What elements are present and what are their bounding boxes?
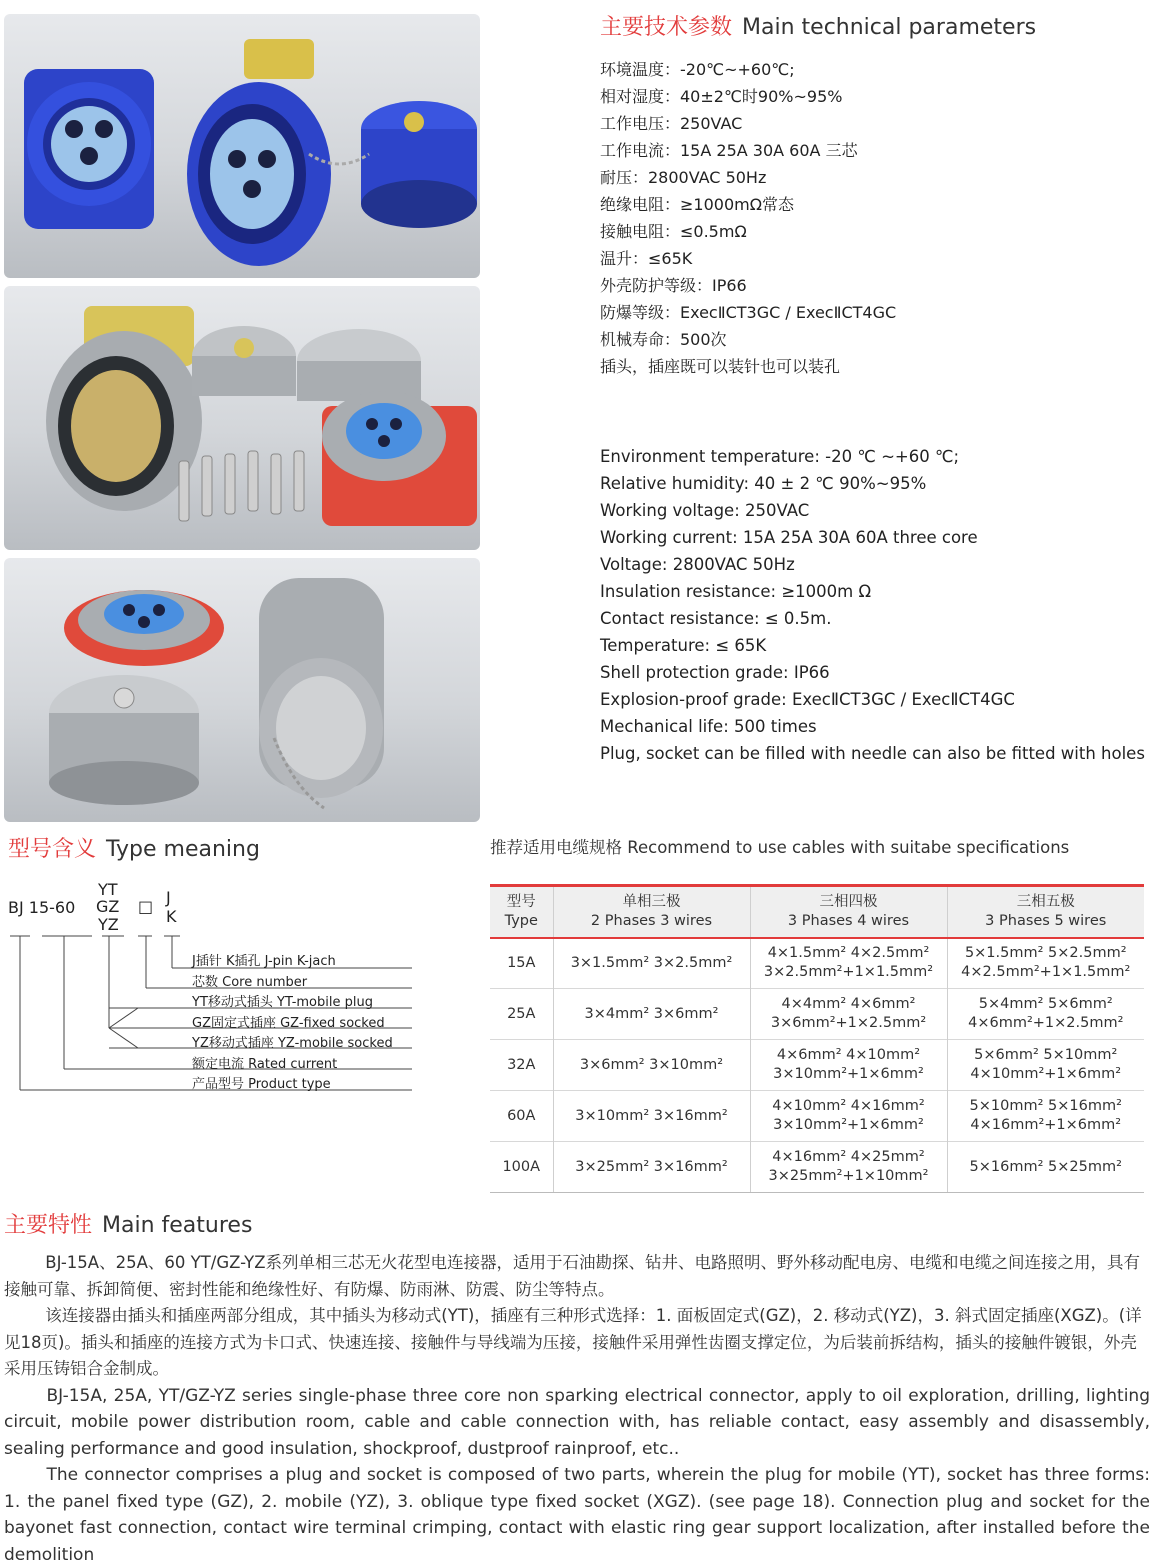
cell-type: 25A	[490, 989, 553, 1040]
product-photo-grey	[4, 286, 480, 550]
cell-3phase4: 4×1.5mm² 4×2.5mm² 3×2.5mm²+1×1.5mm²	[750, 938, 947, 989]
param-cn: 防爆等级：ExecⅡCT3GC / ExecⅡCT4GC	[600, 303, 897, 322]
cell-3phase5: 5×1.5mm² 5×2.5mm² 4×2.5mm²+1×1.5mm²	[947, 938, 1144, 989]
param-cn: 工作电压：250VAC	[600, 114, 743, 133]
header-3phase4: 三相四极 3 Phases 4 wires	[750, 886, 947, 938]
features-title	[4, 1208, 252, 1239]
cell-2phase: 3×25mm² 3×16mm²	[553, 1142, 750, 1193]
code-j: J	[166, 888, 171, 907]
tech-params-en	[600, 443, 1145, 767]
type-label-product: 产品型号 Product type	[192, 1077, 331, 1092]
features-title-cn: 主要特性	[4, 1213, 93, 1238]
type-label-jk: J插针 K插孔 J-pin K-jach	[192, 954, 336, 969]
product-photo-blue	[4, 14, 480, 278]
features-paragraph-cn-2: 该连接器由插头和插座两部分组成，其中插头为移动式(YT)，插座有三种形式选择：1. 面板固定式(GZ)，2. 移动式(YZ)，3. 斜式固定插座(XGZ)。(详见18页)。插头和插座的连接方式为卡口式、快速连接、接触件与导线端为压接，接触件采用弹性齿圈支撑定位，为后装前拆结构，插头的接触件镀银，外壳采用压铸铝合金制成。	[4, 1306, 1142, 1378]
param-cn: 插头，插座既可以装针也可以装孔	[600, 357, 841, 376]
features-title-en: Main features	[102, 1213, 253, 1238]
header-type: 型号 Type	[490, 886, 553, 938]
param-cn: 环境温度：-20℃~+60℃;	[600, 60, 795, 79]
cable-spec-table	[490, 884, 1144, 1193]
cell-3phase5: 5×10mm² 5×16mm² 4×16mm²+1×6mm²	[947, 1091, 1144, 1142]
param-cn: 外壳防护等级：IP66	[600, 276, 747, 295]
param-en: Explosion-proof grade: ExecⅡCT3GC / ExecⅡCT4GC	[600, 690, 1015, 709]
cable-spec-title: 推荐适用电缆规格 Recommend to use cables with suitabe specifications	[490, 838, 1070, 857]
cell-type: 100A	[490, 1142, 553, 1193]
param-cn: 绝缘电阻：≥1000mΩ常态	[600, 195, 794, 214]
product-photo-grey-red	[4, 558, 480, 822]
code-box: □	[138, 897, 154, 916]
type-meaning-title-cn: 型号含义	[8, 837, 97, 862]
param-en: Voltage: 2800VAC 50Hz	[600, 555, 795, 574]
cell-3phase4: 4×6mm² 4×10mm² 3×10mm²+1×6mm²	[750, 1040, 947, 1091]
table-row	[490, 1040, 1144, 1091]
type-label-yt: YT移动式插头 YT-mobile plug	[192, 995, 373, 1010]
type-label-yz: YZ移动式插座 YZ-mobile socked	[192, 1036, 393, 1051]
type-meaning-title	[8, 832, 260, 863]
cell-3phase5: 5×6mm² 5×10mm² 4×10mm²+1×6mm²	[947, 1040, 1144, 1091]
cell-2phase: 3×4mm² 3×6mm²	[553, 989, 750, 1040]
cell-2phase: 3×1.5mm² 3×2.5mm²	[553, 938, 750, 989]
param-en: Insulation resistance: ≥1000m Ω	[600, 582, 872, 601]
param-en: Contact resistance: ≤ 0.5m.	[600, 609, 832, 628]
param-en: Temperature: ≤ 65K	[600, 636, 767, 655]
param-en: Shell protection grade: IP66	[600, 663, 830, 682]
cell-type: 60A	[490, 1091, 553, 1142]
type-label-core: 芯数 Core number	[192, 975, 308, 990]
header-3phase5: 三相五极 3 Phases 5 wires	[947, 886, 1144, 938]
features-paragraph-en-2: The connector comprises a plug and socket is composed of two parts, wherein the plug for mobile (YT), socket has three forms: 1. the panel fixed type (GZ), 2. mobile (YZ), 3. oblique type fixed socket (XGZ). (see page 18). Connection plug and socket for the bayonet fast connection, contact wire terminal crimping, contact with elastic ring gear support localization, after installed before the demolition	[4, 1465, 1150, 1565]
table-header-row	[490, 886, 1144, 938]
cell-type: 15A	[490, 938, 553, 989]
code-variant-yt: YT	[98, 880, 118, 899]
code-variant-yz: YZ	[98, 915, 119, 934]
cell-3phase5: 5×4mm² 5×6mm² 4×6mm²+1×2.5mm²	[947, 989, 1144, 1040]
features-body	[4, 1250, 1150, 1568]
param-cn: 耐压：2800VAC 50Hz	[600, 168, 767, 187]
table-row	[490, 1142, 1144, 1193]
cell-3phase5: 5×16mm² 5×25mm²	[947, 1142, 1144, 1193]
param-en: Working current: 15A 25A 30A 60A three core	[600, 528, 978, 547]
cell-2phase: 3×6mm² 3×10mm²	[553, 1040, 750, 1091]
code-k: K	[166, 907, 177, 926]
features-paragraph-cn-1: BJ-15A、25A、60 YT/GZ-YZ系列单相三芯无火花型电连接器，适用于石油勘探、钻井、电路照明、野外移动配电房、电缆和电缆之间连接之用，具有接触可靠、拆卸简便、密封性能和绝缘性好、有防爆、防雨淋、防震、防尘等特点。	[4, 1253, 1141, 1299]
param-en: Working voltage: 250VAC	[600, 501, 810, 520]
type-code-diagram	[8, 880, 418, 1100]
table-row	[490, 1091, 1144, 1142]
cell-2phase: 3×10mm² 3×16mm²	[553, 1091, 750, 1142]
cell-type: 32A	[490, 1040, 553, 1091]
param-cn: 接触电阻：≤0.5mΩ	[600, 222, 747, 241]
code-main: BJ 15-60	[8, 898, 76, 917]
param-cn: 相对湿度：40±2℃时90%~95%	[600, 87, 843, 106]
param-cn: 温升：≤65K	[600, 249, 693, 268]
param-cn: 机械寿命：500次	[600, 330, 727, 349]
param-en: Relative humidity: 40 ± 2 ℃ 90%~95%	[600, 474, 927, 493]
table-row	[490, 938, 1144, 989]
cell-3phase4: 4×4mm² 4×6mm² 3×6mm²+1×2.5mm²	[750, 989, 947, 1040]
type-label-current: 额定电流 Rated current	[192, 1057, 338, 1072]
param-en: Plug, socket can be filled with needle can also be fitted with holes	[600, 744, 1145, 763]
tech-params-cn	[600, 56, 896, 380]
header-2phase: 单相三极 2 Phases 3 wires	[553, 886, 750, 938]
code-variant-gz: GZ	[96, 897, 120, 916]
tech-section-title	[600, 10, 1036, 41]
param-en: Mechanical life: 500 times	[600, 717, 817, 736]
tech-title-en: Main technical parameters	[742, 15, 1037, 40]
tech-title-cn: 主要技术参数	[600, 15, 733, 40]
features-paragraph-en-1: BJ-15A, 25A, YT/GZ-YZ series single-phase three core non sparking electrical connector, apply to oil exploration, drilling, lighting circuit, mobile power distribution room, cable and cable connection with, has reliable contact, easy assembly and disassembly, sealing performance and good insulation, shockproof, dustproof rainproof, etc..	[4, 1385, 1150, 1459]
type-meaning-title-en: Type meaning	[106, 837, 260, 862]
cell-3phase4: 4×10mm² 4×16mm² 3×10mm²+1×6mm²	[750, 1091, 947, 1142]
type-label-gz: GZ固定式插座 GZ-fixed socked	[192, 1016, 385, 1031]
table-row	[490, 989, 1144, 1040]
cell-3phase4: 4×16mm² 4×25mm² 3×25mm²+1×10mm²	[750, 1142, 947, 1193]
param-cn: 工作电流：15A 25A 30A 60A 三芯	[600, 141, 858, 160]
param-en: Environment temperature: -20 ℃ ~+60 ℃;	[600, 447, 960, 466]
